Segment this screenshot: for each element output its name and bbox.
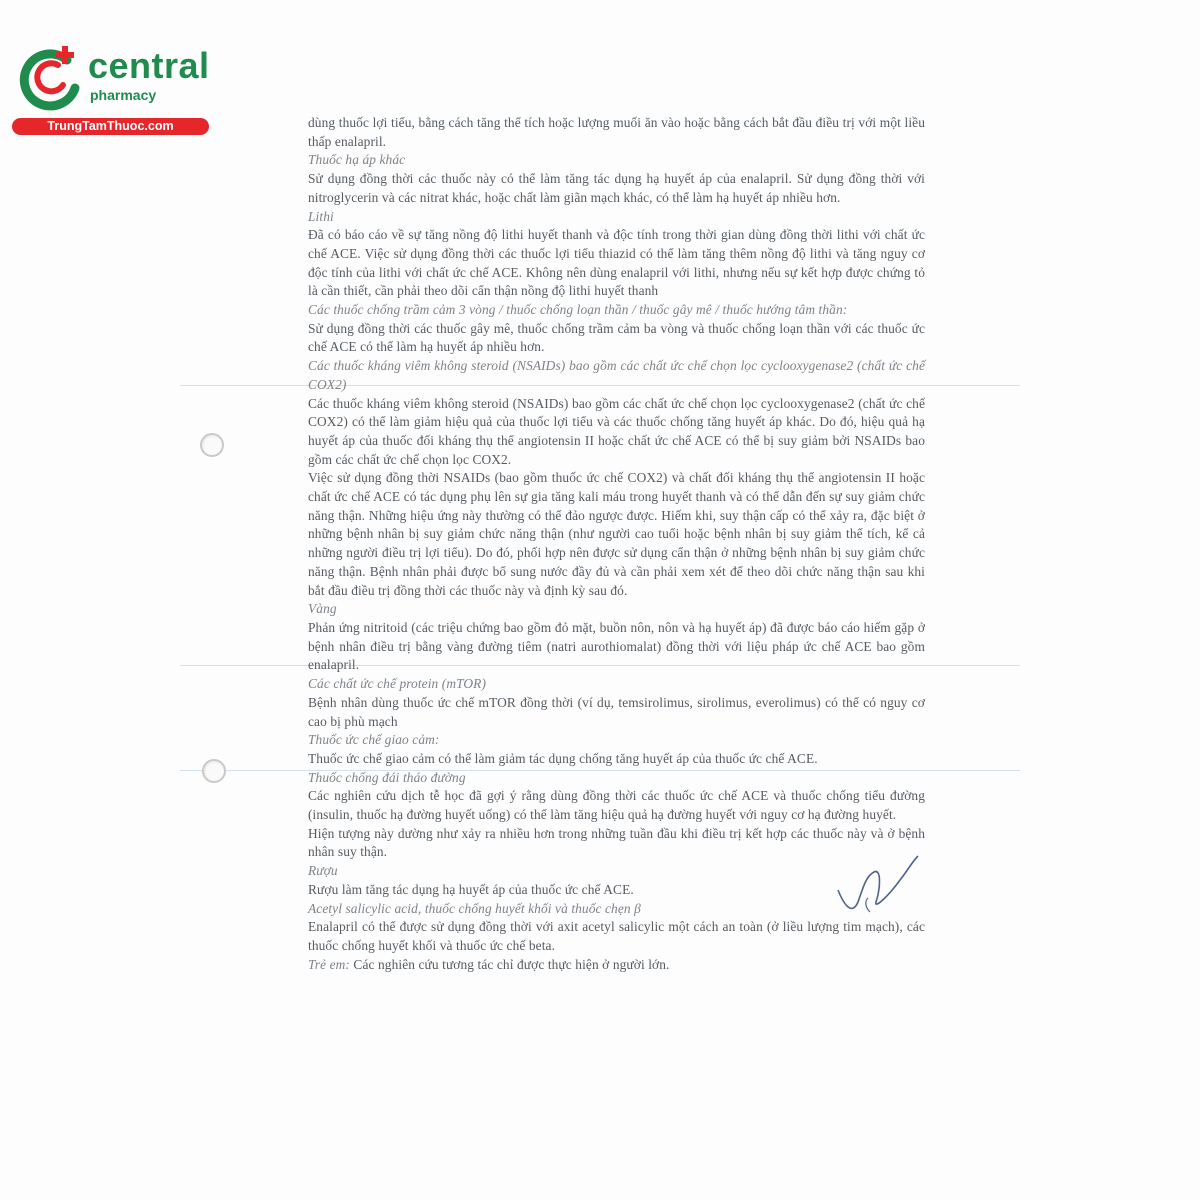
body-paragraph: Sử dụng đồng thời các thuốc này có thể làm tăng tác dụng hạ huyết áp của enalapril. Sử dụng đồng thời với nitroglycerin và các nitrat khác, hoặc chất làm giãn mạch khác, có thể làm hạ huyết áp nhiều hơn. bbox=[308, 171, 925, 205]
punch-hole bbox=[200, 433, 224, 457]
body-paragraph: Bệnh nhân dùng thuốc ức chế mTOR đồng thời (ví dụ, temsirolimus, sirolimus, everolimus) có thể có nguy cơ cao bị phù mạch bbox=[308, 694, 925, 729]
body-paragraph: Thuốc ức chế giao cảm có thể làm giảm tác dụng chống tăng huyết áp của thuốc ức chế ACE. bbox=[308, 750, 818, 766]
body-paragraph: Enalapril có thể được sử dụng đồng thời với axit acetyl salicylic một cách an toàn (ở liều lượng tim mạch), các thuốc chống huyết khối và thuốc ức chế beta. bbox=[308, 919, 925, 953]
section-heading: Thuốc ức chế giao cảm: bbox=[308, 732, 440, 748]
section-heading: Thuốc chống đái tháo đường bbox=[308, 769, 466, 785]
section-heading: Acetyl salicylic acid, thuốc chống huyết khối và thuốc chẹn β bbox=[308, 900, 641, 916]
inline-heading: Trẻ em: bbox=[308, 956, 350, 972]
brand-name: central bbox=[88, 45, 210, 86]
body-paragraph: Sử dụng đồng thời các thuốc gây mê, thuốc chống trầm cảm ba vòng và thuốc chống loạn thần với các thuốc ức chế ACE có thể làm hạ huyết áp nhiều hơn. bbox=[308, 320, 925, 355]
body-paragraph: Việc sử dụng đồng thời NSAIDs (bao gồm thuốc ức chế COX2) và chất đối kháng thụ thể angiotensin II hoặc chất ức chế ACE có tác dụng phụ lên sự gia tăng kali máu trong huyết thanh và có thể dẫn đến sự suy giảm chức năng thận. Những hiệu ứng này thường có thể đảo ngược được. Hiếm khi, suy thận cấp có thể xảy ra, đặc biệt ở những bệnh nhân bị suy giảm chức năng thận (như người cao tuổi hoặc bệnh nhân bị suy giảm thể tích, kể cả những người điều trị lợi tiểu). Do đó, phối hợp nên được sử dụng cẩn thận ở những bệnh nhân bị suy giảm chức năng thận. Bệnh nhân phải được bổ sung nước đầy đủ và cần phải xem xét để theo dõi chức năng thận sau khi bắt đầu điều trị đồng thời các thuốc này và định kỳ sau đó. bbox=[308, 470, 925, 598]
section-heading: Các thuốc kháng viêm không steroid (NSAIDs) bao gồm các chất ức chế chọn lọc cyclooxygenase2 (chất ức chế COX2) bbox=[308, 358, 925, 392]
brand-website: TrungTamThuoc.com bbox=[12, 118, 209, 135]
body-paragraph: dùng thuốc lợi tiểu, bằng cách tăng thể tích hoặc lượng muối ăn vào hoặc bằng cách bắt đầu điều trị với một liều thấp enalapril. bbox=[308, 115, 925, 149]
document-body bbox=[308, 114, 925, 974]
section-heading: Rượu bbox=[308, 863, 338, 879]
body-paragraph: Các thuốc kháng viêm không steroid (NSAIDs) bao gồm các chất ức chế chọn lọc cyclooxygenase2 (chất ức chế COX2) có thể làm giảm hiệu quả của thuốc lợi tiểu và các thuốc chống tăng huyết áp khác. Do đó, hiệu quả hạ huyết áp của thuốc đối kháng thụ thể angiotensin II hoặc chất ức chế ACE có thể bị suy giảm bởi NSAIDs bao gồm các chất ức chế chọn lọc COX2. bbox=[308, 395, 925, 467]
body-paragraph: Rượu làm tăng tác dụng hạ huyết áp của thuốc ức chế ACE. bbox=[308, 881, 634, 897]
section-heading: Thuốc hạ áp khác bbox=[308, 152, 406, 168]
body-paragraph: Phản ứng nitritoid (các triệu chứng bao gồm đỏ mặt, buồn nôn, nôn và hạ huyết áp) đã được báo cáo hiếm gặp ở bệnh nhân điều trị bằng vàng đường tiêm (natri aurothiomalat) đồng thời với liệu pháp ức chế ACE bao gồm enalapril. bbox=[308, 619, 925, 673]
section-heading: Vàng bbox=[308, 601, 337, 617]
body-paragraph: Đã có báo cáo về sự tăng nồng độ lithi huyết thanh và độc tính trong thời gian dùng đồng thời lithi với chất ức chế ACE. Việc sử dụng đồng thời các thuốc lợi tiểu thiazid có thể làm tăng thêm nồng độ lithi và tăng nguy cơ độc tính của lithi với chất ức chế ACE. Không nên dùng enalapril với lithi, nhưng nếu sự kết hợp được chứng tỏ là cần thiết, cần phải theo dõi cẩn thận nồng độ lithi huyết thanh bbox=[308, 227, 925, 299]
section-heading: Các chất ức chế protein (mTOR) bbox=[308, 676, 487, 692]
handwritten-signature-icon bbox=[830, 850, 930, 930]
paragraph-text: Các nghiên cứu tương tác chỉ được thực hiện ở người lớn. bbox=[349, 956, 670, 972]
body-paragraph: Các nghiên cứu dịch tễ học đã gợi ý rằng dùng đồng thời các thuốc ức chế ACE và thuốc chống tiểu đường (insulin, thuốc hạ đường huyết uống) có thể làm tăng hiệu quả hạ đường huyết với nguy cơ hạ đường huyết. bbox=[308, 788, 925, 823]
section-heading: Các thuốc chống trầm cảm 3 vòng / thuốc chống loạn thần / thuốc gây mê / thuốc hướng tâm thần: bbox=[308, 302, 848, 318]
punch-hole bbox=[202, 759, 226, 783]
section-heading: Lithi bbox=[308, 208, 334, 224]
body-paragraph: Hiện tượng này dường như xảy ra nhiều hơn trong những tuần đầu khi điều trị kết hợp các thuốc này và ở bệnh nhân suy thận. bbox=[308, 825, 925, 860]
body-paragraph bbox=[308, 956, 925, 975]
brand-subtitle: pharmacy bbox=[90, 87, 157, 103]
